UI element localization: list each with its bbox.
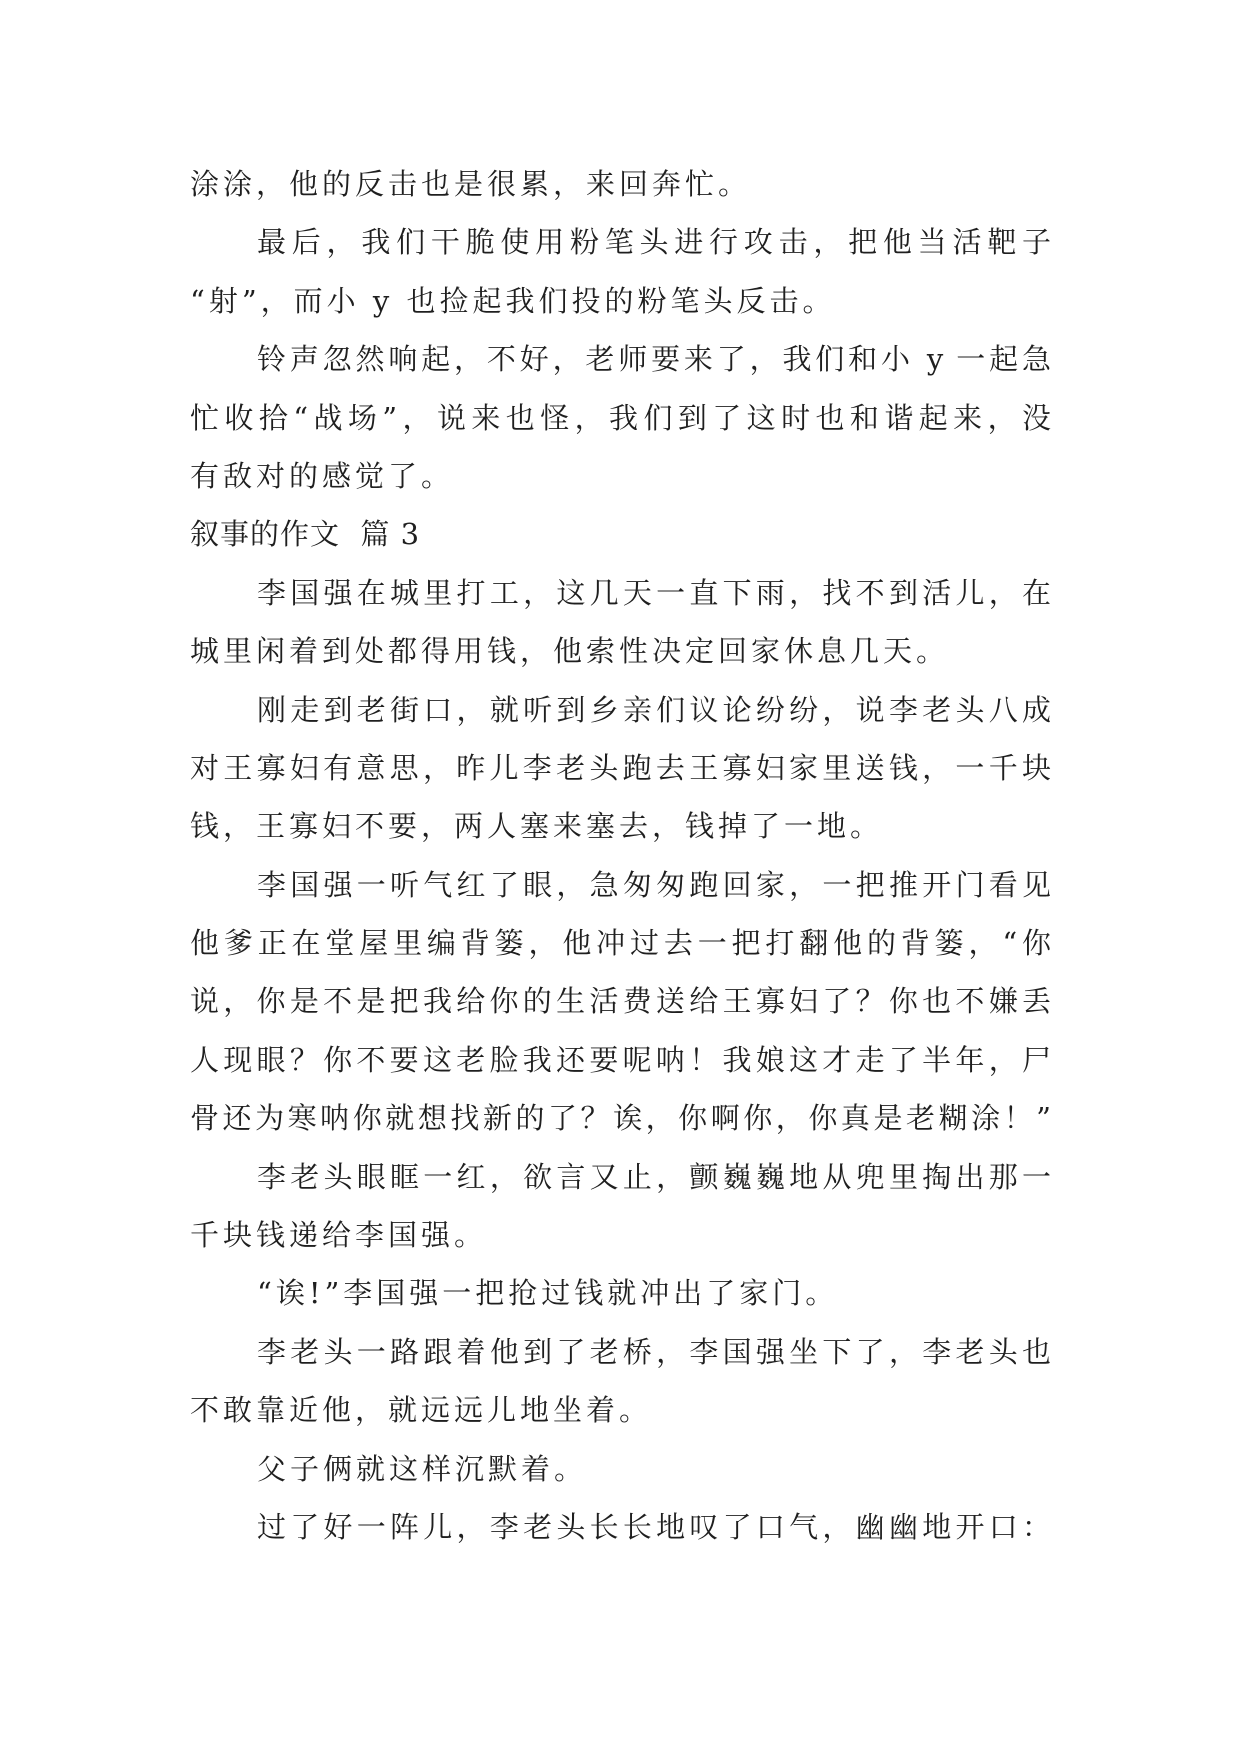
paragraph-line: 铃声忽然响起，不好，老师要来了，我们和小 y 一起急 xyxy=(257,342,1051,377)
paragraph-line: 过了好一阵儿，李老头长长地叹了口气，幽幽地开口： xyxy=(257,1509,1051,1544)
paragraph xyxy=(190,330,1051,505)
paragraph-line: 钱，王寡妇不要，两人塞来塞去，钱掉了一地。 xyxy=(190,809,884,844)
paragraph xyxy=(190,1440,1051,1498)
paragraph xyxy=(190,1498,1051,1556)
paragraph-line: 不敢靠近他，就远远儿地坐着。 xyxy=(190,1393,653,1428)
paragraph-line: 刚走到老街口，就听到乡亲们议论纷纷，说李老头八成 xyxy=(257,692,1051,727)
paragraph-line: 千块钱递给李国强。 xyxy=(190,1218,488,1253)
paragraph xyxy=(190,1264,1051,1322)
paragraph xyxy=(190,1148,1051,1265)
paragraph-line: 忙收拾“战场”，说来也怪，我们到了这时也和谐起来，没 xyxy=(190,400,1051,435)
paragraph-line: 骨还为寒呐你就想找新的了？诶，你啊你，你真是老糊涂！” xyxy=(190,1101,1051,1136)
paragraph-line: “射”，而小 y 也捡起我们投的粉笔头反击。 xyxy=(190,283,836,318)
paragraph-line: 李老头一路跟着他到了老桥，李国强坐下了，李老头也 xyxy=(257,1334,1051,1369)
paragraph-line: 李国强在城里打工，这几天一直下雨，找不到活儿，在 xyxy=(257,575,1051,610)
paragraph-line: 父子俩就这样沉默着。 xyxy=(257,1451,588,1486)
paragraph-line: 有敌对的感觉了。 xyxy=(190,458,455,493)
paragraph xyxy=(190,564,1051,681)
document-body xyxy=(190,155,1051,1556)
paragraph-line: 李国强一听气红了眼，急匆匆跑回家，一把推开门看见 xyxy=(257,867,1051,902)
paragraph-line: 李老头眼眶一红，欲言又止，颤巍巍地从兜里掏出那一 xyxy=(257,1159,1051,1194)
section-heading: 叙事的作文 篇 3 xyxy=(190,517,421,552)
paragraph xyxy=(190,155,1051,213)
paragraph xyxy=(190,681,1051,856)
paragraph xyxy=(190,213,1051,330)
paragraph-line: 城里闲着到处都得用钱，他索性决定回家休息几天。 xyxy=(190,634,950,669)
paragraph-line: 他爹正在堂屋里编背篓，他冲过去一把打翻他的背篓，“你 xyxy=(190,926,1051,961)
paragraph-line: 人现眼？你不要这老脸我还要呢呐！我娘这才走了半年，尸 xyxy=(190,1042,1051,1077)
paragraph xyxy=(190,1323,1051,1440)
paragraph-line: 最后，我们干脆使用粉笔头进行攻击，把他当活靶子 xyxy=(257,225,1051,260)
paragraph-line: “诶!”李国强一把抢过钱就冲出了家门。 xyxy=(257,1276,839,1311)
paragraph-line: 说，你是不是把我给你的生活费送给王寡妇了？你也不嫌丢 xyxy=(190,984,1051,1019)
paragraph-line: 涂涂，他的反击也是很累，来回奔忙。 xyxy=(190,167,752,201)
paragraph xyxy=(190,856,1051,1148)
paragraph-line: 对王寡妇有意思，昨儿李老头跑去王寡妇家里送钱，一千块 xyxy=(190,750,1051,785)
